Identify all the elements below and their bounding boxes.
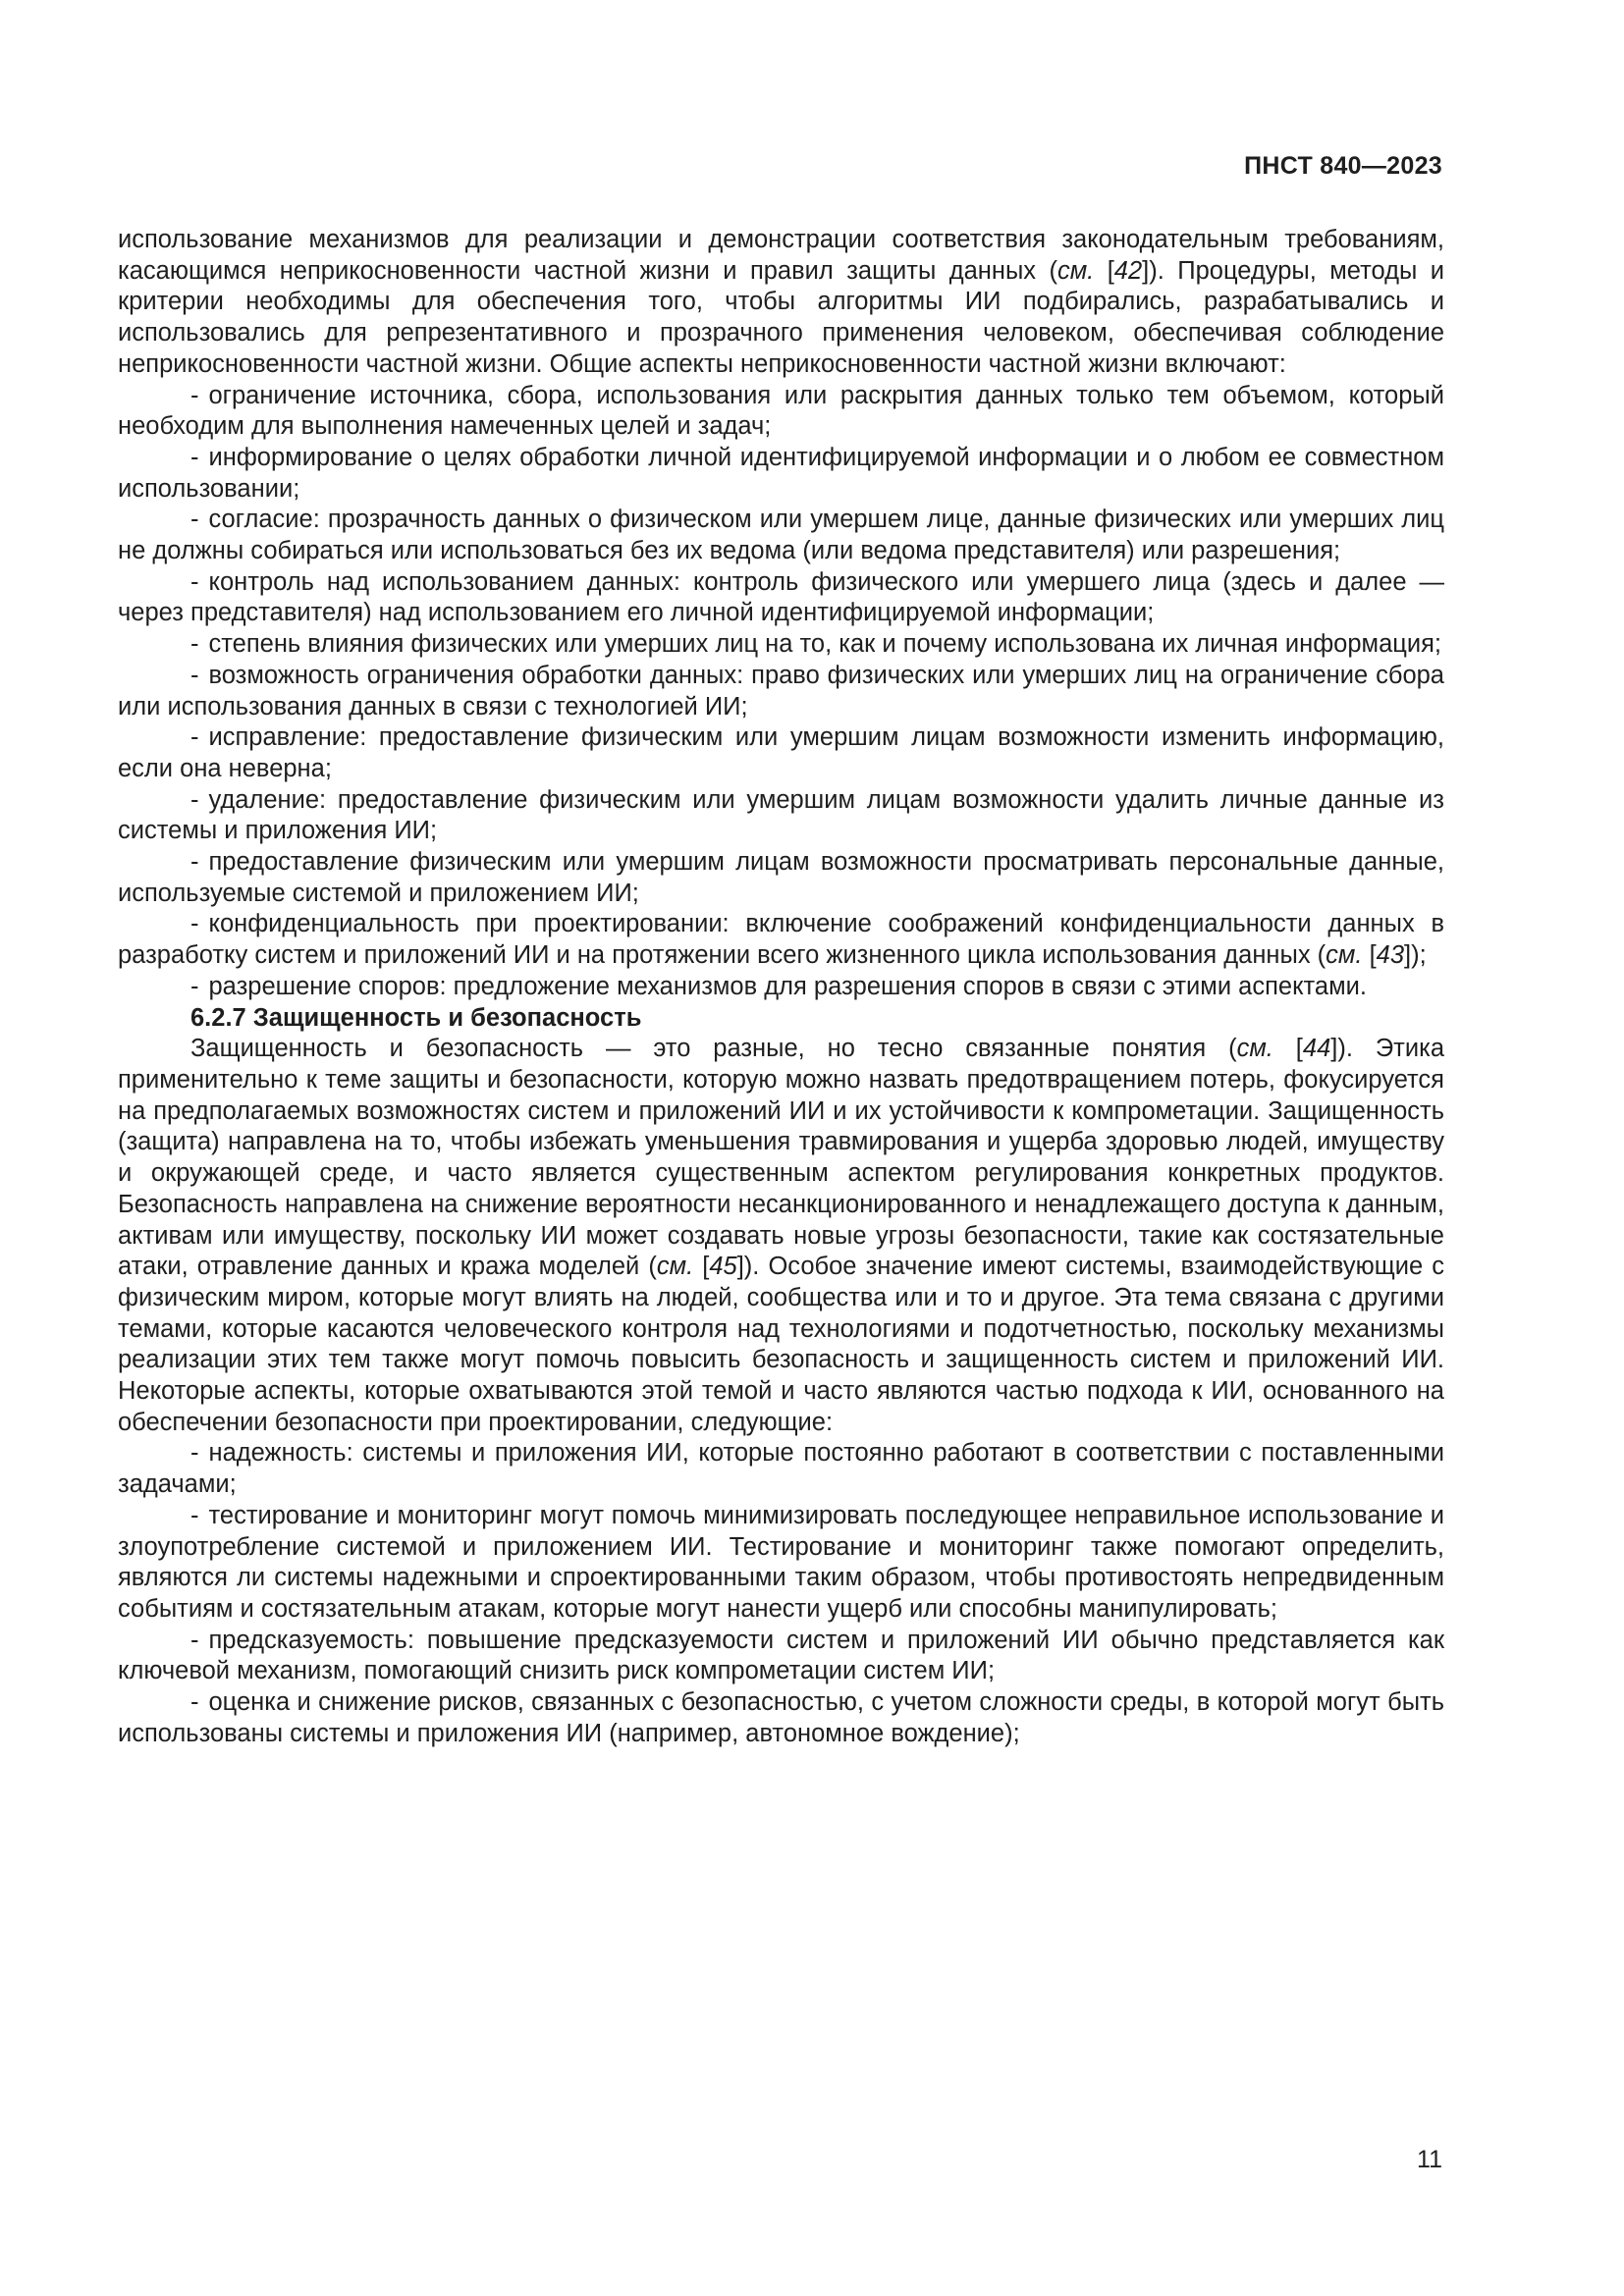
list-item: - удаление: предоставление физическим или умершим лицам возможности удалить личные данные из системы и приложения ИИ;	[118, 785, 1444, 845]
list-item: - надежность: системы и приложения ИИ, которые постоянно работают в соответствии с поставленными задачами;	[118, 1439, 1444, 1499]
list-item-text: возможность ограничения обработки данных: право физических или умерших лиц на ограничение сбора или использования данных в связи с технологией ИИ;	[118, 661, 1444, 721]
list-item-text: согласие: прозрачность данных о физическом или умершем лице, данные физических или умерших лиц не должны собираться или использоваться без их ведома (или ведома представителя) или разрешения;	[118, 506, 1444, 565]
list-item: - предсказуемость: повышение предсказуемости систем и приложений ИИ обычно представляется как ключевой механизм, помогающий снизить риск компрометации систем ИИ;	[118, 1626, 1444, 1685]
list-item-text: предсказуемость: повышение предсказуемости систем и приложений ИИ обычно представляется как ключевой механизм, помогающий снизить риск компрометации систем ИИ;	[118, 1626, 1444, 1685]
list-item: - предоставление физическим или умершим лицам возможности просматривать персональные данные, используемые системой и приложением ИИ;	[118, 848, 1444, 907]
intro-text-continued: ]). Процедуры, методы и критерии необходимы для обеспечения того, чтобы алгоритмы ИИ подбирались, разрабатывались и использовались для репрезентативного и прозрачного применения человеком, обеспечивая соблюдение неприкосновенности частной жизни. Общие аспекты неприкосновенности частной жизни включают:	[118, 256, 1444, 378]
list-item-text: надежность: системы и приложения ИИ, которые постоянно работают в соответствии с поставленными задачами;	[118, 1439, 1444, 1499]
list-item: - исправление: предоставление физическим или умершим лицам возможности изменить информацию, если она неверна;	[118, 723, 1444, 782]
paragraph-text: ]). Особое значение имеют системы, взаимодействующие с физическим миром, которые могут влиять на людей, сообщества или и то и другое. Эта тема связана с другими темами, которые касаются человеческого контроля над технологиями и подотчетностью, поскольку механизмы реализации этих тем также могут помочь повысить безопасность и защищенность систем и приложений ИИ. Некоторые аспекты, которые охватываются этой темой и часто являются частью подхода к ИИ, основанного на обеспечении безопасности при проектировании, следующие:	[118, 1253, 1445, 1436]
intro-text: использование механизмов для реализации и демонстрации соответствия законодательным требованиям, касающимся неприкосновенности частной жизни и правил защиты данных (	[118, 226, 1444, 285]
see-abbrev: см.	[1236, 1035, 1273, 1063]
list-item: - возможность ограничения обработки данных: право физических или умерших лиц на ограничение сбора или использования данных в связи с технологией ИИ;	[118, 661, 1444, 721]
safety-paragraph: Защищенность и безопасность — это разные, но тесно связанные понятия (см. [44]). Этика применительно к теме защиты и безопасности, которую можно назвать предотвращением потерь, фокусируется на предполагаемых возможностях систем и приложений ИИ и их устойчивости к компрометации. Защищенность (защита) направлена на то, чтобы избежать уменьшения травмирования и ущерба здоровью людей, имуществу и окружающей среде, и часто является существенным аспектом регулирования конкретных продуктов. Безопасность направлена на снижение вероятности несанкционированного и ненадлежащего доступа к данным, активам или имуществу, поскольку ИИ может создавать новые угрозы безопасности, такие как состязательные атаки, отравление данных и кража моделей (см. [45]). Особое значение имеют системы, взаимодействующие с физическим миром, которые могут влиять на людей, сообщества или и то и другое. Эта тема связана с другими темами, которые касаются человеческого контроля над технологиями и подотчетностью, поскольку механизмы реализации этих тем также могут помочь повысить безопасность и защищенность систем и приложений ИИ. Некоторые аспекты, которые охватываются этой темой и часто являются частью подхода к ИИ, основанного на обеспечении безопасности при проектировании, следующие:	[118, 1035, 1445, 1436]
bracket-open: [	[1094, 256, 1114, 285]
list-item-tail: ]);	[1404, 941, 1427, 970]
list-item-text: тестирование и мониторинг могут помочь минимизировать последующее неправильное использование и злоупотребление системой и приложением ИИ. Тестирование и мониторинг также помогают определить, являются ли системы надежными и спроектированными таким образом, чтобы противостоять непредвиденным событиям и состязательным атакам, которые могут нанести ущерб или способны манипулировать;	[118, 1501, 1444, 1623]
list-item-text: конфиденциальность при проектировании: включение соображений конфиденциальности данных в разработку систем и приложений ИИ и на протяжении всего жизненного цикла использования данных (	[118, 910, 1444, 970]
list-item-text: оценка и снижение рисков, связанных с безопасностью, с учетом сложности среды, в которой могут быть использованы системы и приложения ИИ (например, автономное вождение);	[118, 1688, 1444, 1747]
list-item-text: удаление: предоставление физическим или умершим лицам возможности удалить личные данные из системы и приложения ИИ;	[118, 785, 1444, 845]
list-item-text: информирование о целях обработки личной идентифицируемой информации и о любом ее совместном использовании;	[118, 443, 1444, 503]
list-item: - тестирование и мониторинг могут помочь минимизировать последующее неправильное использование и злоупотребление системой и приложением ИИ. Тестирование и мониторинг также помогают определить, являются ли системы надежными и спроектированными таким образом, чтобы противостоять непредвиденным событиям и состязательным атакам, которые могут нанести ущерб или способны манипулировать;	[118, 1501, 1444, 1623]
reference-number: 45	[709, 1253, 737, 1281]
list-item: - степень влияния физических или умерших лиц на то, как и почему использована их личная информация;	[190, 630, 1442, 659]
list-item-text: ограничение источника, сбора, использования или раскрытия данных только тем объемом, который необходим для выполнения намеченных целей и задач;	[118, 381, 1444, 441]
list-item-text: исправление: предоставление физическим или умершим лицам возможности изменить информацию, если она неверна;	[118, 723, 1444, 782]
reference-number: 44	[1302, 1035, 1331, 1063]
list-item: - оценка и снижение рисков, связанных с безопасностью, с учетом сложности среды, в которой могут быть использованы системы и приложения ИИ (например, автономное вождение);	[118, 1688, 1444, 1747]
privacy-intro-paragraph	[118, 225, 1444, 381]
list-item: - разрешение споров: предложение механизмов для разрешения споров в связи с этими аспектами.	[190, 972, 1367, 1000]
list-item-text: предоставление физическим или умершим лицам возможности просматривать персональные данные, используемые системой и приложением ИИ;	[118, 848, 1444, 907]
list-item: - информирование о целях обработки личной идентифицируемой информации и о любом ее совместном использовании;	[118, 443, 1444, 503]
reference-number: 42	[1113, 256, 1143, 285]
see-abbrev: см.	[1326, 941, 1363, 970]
see-abbrev: см.	[1056, 256, 1095, 285]
list-item: - ограничение источника, сбора, использования или раскрытия данных только тем объемом, который необходим для выполнения намеченных целей и задач;	[118, 381, 1444, 441]
list-item: - контроль над использованием данных: контроль физического или умершего лица (здесь и далее — через представителя) над использованием его личной идентифицируемой информации;	[118, 567, 1444, 627]
paragraph-text: ]). Этика применительно к теме защиты и безопасности, которую можно назвать предотвращением потерь, фокусируется на предполагаемых возможностях систем и приложений ИИ и их устойчивости к компрометации. Защищенность (защита) направлена на то, чтобы избежать уменьшения травмирования и ущерба здоровью людей, имуществу и окружающей среде, и часто является существенным аспектом регулирования конкретных продуктов. Безопасность направлена на снижение вероятности несанкционированного и ненадлежащего доступа к данным, активам или имуществу, поскольку ИИ может создавать новые угрозы безопасности, такие как состязательные атаки, отравление данных и кража моделей (	[118, 1035, 1444, 1281]
see-abbrev: см.	[656, 1253, 694, 1281]
page-body	[118, 225, 1444, 1749]
section-heading: 6.2.7 Защищенность и безопасность	[190, 1003, 642, 1032]
page-number: 11	[1417, 2146, 1442, 2173]
list-item-text: контроль над использованием данных: контроль физического или умершего лица (здесь и далее — через представителя) над использованием его личной идентифицируемой информации;	[118, 567, 1444, 627]
list-item: - согласие: прозрачность данных о физическом или умершем лице, данные физических или умерших лиц не должны собираться или использоваться без их ведома (или ведома представителя) или разрешения;	[118, 506, 1444, 565]
reference-number: 43	[1376, 941, 1405, 970]
paragraph-text: Защищенность и безопасность — это разные, но тесно связанные понятия (	[190, 1035, 1237, 1063]
list-item-text: степень влияния физических или умерших лиц на то, как и почему использована их личная информация;	[208, 630, 1442, 659]
list-item-text: разрешение споров: предложение механизмов для разрешения споров в связи с этими аспектами.	[208, 972, 1367, 1000]
document-id: ПНСТ 840—2023	[1244, 152, 1442, 180]
list-item: - конфиденциальность при проектировании: включение соображений конфиденциальности данных в разработку систем и приложений ИИ и на протяжении всего жизненного цикла использования данных (см. [43]);	[118, 910, 1444, 970]
